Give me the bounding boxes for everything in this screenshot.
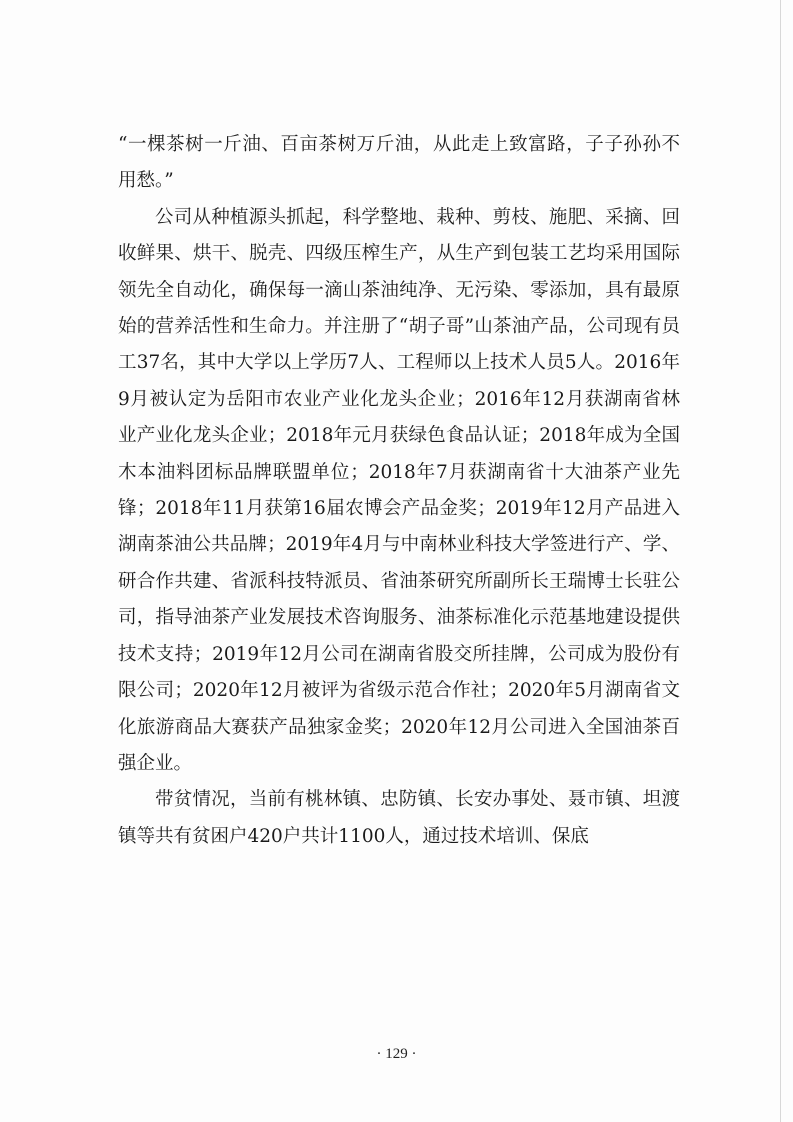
body-text bbox=[118, 127, 680, 855]
paragraph-company-profile: 公司从种植源头抓起，科学整地、栽种、剪枝、施肥、采摘、回收鲜果、烘干、脱壳、四级压榨生产，从生产到包装工艺均采用国际领先全自动化，确保每一滴山茶油纯净、无污染、零添加，具有最原始的营养活性和生命力。并注册了“胡子哥”山茶油产品，公司现有员工37名，其中大学以上学历7人、工程师以上技术人员5人。2016年9月被认定为岳阳市农业产业化龙头企业；2016年12月获湖南省林业产业化龙头企业；2018年元月获绿色食品认证；2018年成为全国木本油料团标品牌联盟单位；2018年7月获湖南省十大油茶产业先锋；2018年11月获第16届农博会产品金奖；2019年12月产品进入湖南茶油公共品牌；2019年4月与中南林业科技大学签进行产、学、研合作共建、省派科技特派员、省油茶研究所副所长王瑞博士长驻公司，指导油茶产业发展技术咨询服务、油茶标准化示范基地建设提供技术支持；2019年12月公司在湖南省股交所挂牌，公司成为股份有限公司；2020年12月被评为省级示范合作社；2020年5月湖南省文化旅游商品大赛获产品独家金奖；2020年12月公司进入全国油茶百强企业。 bbox=[118, 206, 680, 774]
paragraph-poverty-alleviation: 带贫情况，当前有桃林镇、忠防镇、长安办事处、聂市镇、坦渡镇等共有贫困户420户共计1100人，通过技术培训、保底 bbox=[118, 789, 680, 847]
paragraph-quote: “一棵茶树一斤油、百亩茶树万斤油，从此走上致富路，子子孙孙不用愁。” bbox=[118, 134, 680, 192]
page-number: · 129 · bbox=[376, 1046, 417, 1062]
scan-edge-line bbox=[780, 0, 781, 1122]
